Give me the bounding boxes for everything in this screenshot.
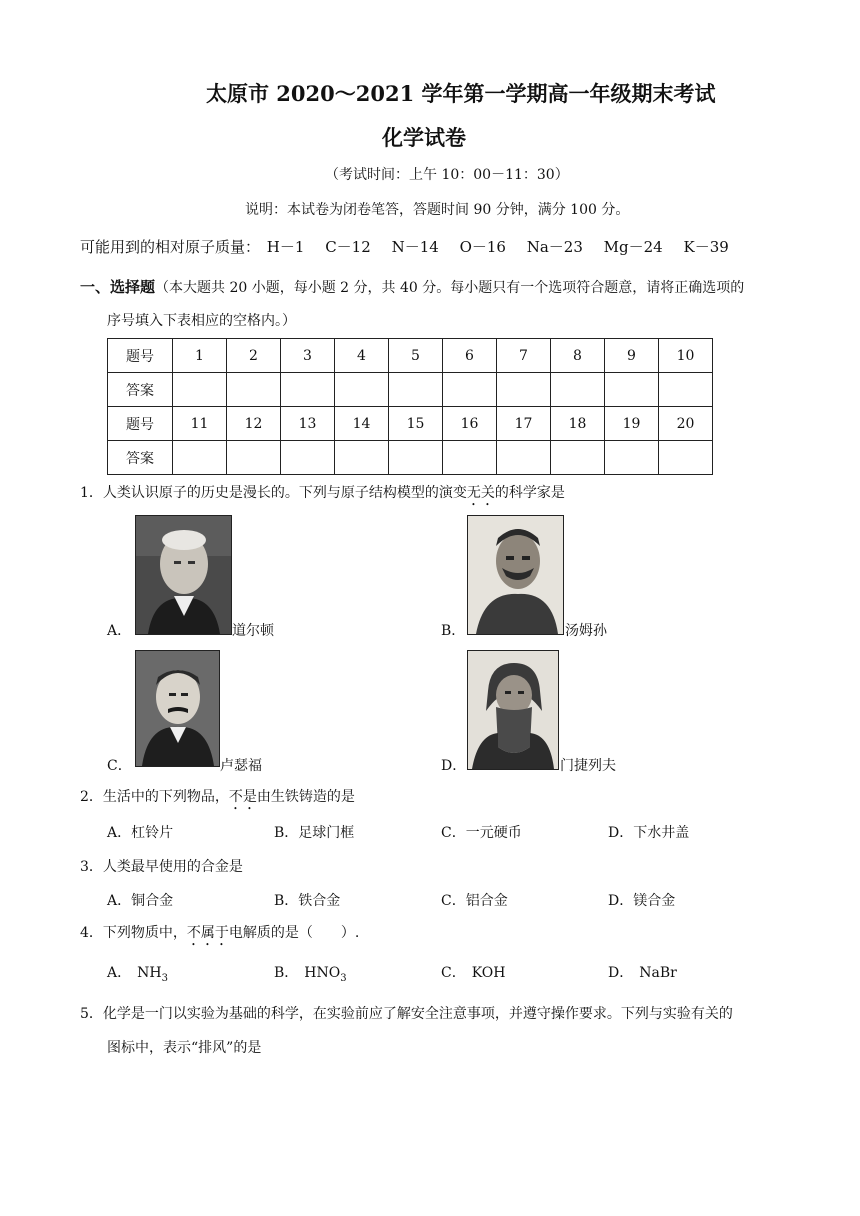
exam-time: （考试时间：上午 10：00－11：30） <box>325 167 569 183</box>
answer-cell[interactable] <box>497 441 551 475</box>
question-number-cell: 11 <box>173 407 227 441</box>
table-row <box>108 407 713 441</box>
question-number-cell: 19 <box>605 407 659 441</box>
q1-option-d-letter: D． <box>441 758 467 774</box>
q2-option-d[interactable]: D．下水井盖 <box>608 825 690 841</box>
question-4-stem-b: 电解质的是（ ）. <box>228 925 360 941</box>
answer-cell[interactable] <box>335 373 389 407</box>
section-instruction-line1: （本大题共 20 小题，每小题 2 分，共 40 分。每小题只有一个选项符合题意，请将正确选项的 <box>155 280 745 296</box>
answer-cell[interactable] <box>605 373 659 407</box>
section-heading: 一、选择题 <box>80 278 156 296</box>
question-2-emphasis: 不是 <box>228 789 257 805</box>
portrait-dalton-image <box>136 516 231 634</box>
question-number-cell: 8 <box>551 339 605 373</box>
table-header-cell: 题号 <box>108 407 173 441</box>
q1-option-a-letter: A． <box>107 623 132 639</box>
question-1-stem-b: 的科学家是 <box>494 485 565 501</box>
table-header-cell: 题号 <box>108 339 173 373</box>
atomic-mass-na: Na－23 <box>526 238 583 256</box>
q4-option-b-letter: B． <box>274 965 299 981</box>
answer-cell[interactable] <box>335 441 389 475</box>
atomic-mass-k: K－39 <box>683 238 729 256</box>
answer-cell[interactable] <box>551 441 605 475</box>
question-2-stem-a: 2．生活中的下列物品， <box>80 789 229 805</box>
q4-option-c-letter: C． <box>441 965 466 981</box>
q1-option-b-letter: B． <box>441 623 466 639</box>
question-number-cell: 5 <box>389 339 443 373</box>
q2-option-a[interactable]: A．杠铃片 <box>107 825 174 841</box>
question-number-cell: 2 <box>227 339 281 373</box>
atomic-mass-o: O－16 <box>459 238 506 256</box>
q4-option-c[interactable] <box>441 962 506 982</box>
table-row <box>108 441 713 475</box>
question-number-cell: 6 <box>443 339 497 373</box>
q3-option-b[interactable]: B．铁合金 <box>274 893 341 909</box>
answer-cell[interactable] <box>497 373 551 407</box>
question-2-stem-b: 由生铁铸造的是 <box>256 789 355 805</box>
section-instruction <box>80 276 744 297</box>
portrait-mendeleev[interactable] <box>467 650 559 770</box>
question-4-stem <box>80 922 359 949</box>
table-header-cell: 答案 <box>108 441 173 475</box>
question-number-cell: 12 <box>227 407 281 441</box>
atomic-mass-c: C－12 <box>325 238 371 256</box>
portrait-thomson[interactable] <box>467 515 564 635</box>
question-number-cell: 18 <box>551 407 605 441</box>
q4-option-c-formula: KOH <box>471 965 506 981</box>
answer-cell[interactable] <box>389 373 443 407</box>
answer-cell[interactable] <box>281 441 335 475</box>
question-4-emphasis: 不属于 <box>186 925 229 941</box>
exam-note: 说明：本试卷为闭卷笔答，答题时间 90 分钟，满分 100 分。 <box>245 202 630 218</box>
q1-option-a-text: 道尔顿 <box>232 623 274 639</box>
q2-option-c[interactable]: C．一元硬币 <box>441 825 522 841</box>
q1-option-b-text: 汤姆孙 <box>565 623 607 639</box>
q4-option-d-letter: D． <box>608 965 634 981</box>
question-1-stem <box>80 482 565 509</box>
atomic-mass-n: N－14 <box>391 238 439 256</box>
q4-option-a-subscript: 3 <box>161 972 168 984</box>
answer-cell[interactable] <box>173 441 227 475</box>
portrait-rutherford[interactable] <box>135 650 220 767</box>
exam-subtitle: 化学试卷 <box>382 125 466 150</box>
table-row <box>108 339 713 373</box>
question-number-cell: 7 <box>497 339 551 373</box>
question-number-cell: 4 <box>335 339 389 373</box>
question-number-cell: 15 <box>389 407 443 441</box>
answer-cell[interactable] <box>227 373 281 407</box>
question-1-stem-a: 1．人类认识原子的历史是漫长的。下列与原子结构模型的演变 <box>80 485 467 501</box>
question-2-stem <box>80 786 355 813</box>
q1-option-d-text: 门捷列夫 <box>560 758 616 774</box>
table-row <box>108 373 713 407</box>
atomic-mass-h: H－1 <box>266 238 305 256</box>
table-header-cell: 答案 <box>108 373 173 407</box>
q3-option-c[interactable]: C．铝合金 <box>441 893 508 909</box>
answer-cell[interactable] <box>659 373 713 407</box>
question-number-cell: 16 <box>443 407 497 441</box>
question-number-cell: 13 <box>281 407 335 441</box>
q1-option-c-letter: C． <box>107 758 132 774</box>
portrait-mendeleev-image <box>468 651 558 769</box>
answer-cell[interactable] <box>227 441 281 475</box>
answer-cell[interactable] <box>443 373 497 407</box>
question-number-cell: 17 <box>497 407 551 441</box>
question-number-cell: 3 <box>281 339 335 373</box>
answer-table <box>107 338 713 475</box>
q2-option-b[interactable]: B．足球门框 <box>274 825 355 841</box>
q4-option-a-formula: NH <box>137 965 162 981</box>
q3-option-a[interactable]: A．铜合金 <box>107 893 174 909</box>
exam-title: 太原市 2020～2021 学年第一学期高一年级期末考试 <box>206 81 716 106</box>
q3-option-d[interactable]: D．镁合金 <box>608 893 676 909</box>
answer-cell[interactable] <box>173 373 227 407</box>
answer-cell[interactable] <box>659 441 713 475</box>
question-number-cell: 10 <box>659 339 713 373</box>
atomic-mass-mg: Mg－24 <box>603 238 663 256</box>
q4-option-b[interactable] <box>274 962 347 984</box>
q4-option-a[interactable] <box>107 962 168 984</box>
q1-option-c-text: 卢瑟福 <box>220 758 262 774</box>
atomic-mass-label: 可能用到的相对原子质量： <box>80 238 261 256</box>
answer-cell[interactable] <box>551 373 605 407</box>
question-number-cell: 14 <box>335 407 389 441</box>
q4-option-a-letter: A． <box>107 965 132 981</box>
portrait-thomson-image <box>468 516 563 634</box>
answer-cell[interactable] <box>605 441 659 475</box>
q4-option-d[interactable] <box>608 962 677 982</box>
q4-option-b-formula: HNO <box>304 965 341 981</box>
question-5-stem-line2: 图标中，表示“排风”的是 <box>107 1040 262 1056</box>
q4-option-d-formula: NaBr <box>639 965 677 981</box>
question-5-stem-line1: 5．化学是一门以实验为基础的科学，在实验前应了解安全注意事项，并遵守操作要求。下列与实验有关的 <box>80 1006 733 1022</box>
q4-option-b-subscript: 3 <box>340 972 347 984</box>
answer-cell[interactable] <box>281 373 335 407</box>
question-number-cell: 1 <box>173 339 227 373</box>
atomic-mass-line <box>80 236 729 257</box>
portrait-rutherford-image <box>136 651 219 766</box>
question-3-stem: 3．人类最早使用的合金是 <box>80 859 243 875</box>
question-number-cell: 20 <box>659 407 713 441</box>
question-4-stem-a: 4．下列物质中， <box>80 925 187 941</box>
portrait-dalton[interactable] <box>135 515 232 635</box>
question-number-cell: 9 <box>605 339 659 373</box>
question-1-emphasis: 无关 <box>466 485 495 501</box>
answer-cell[interactable] <box>443 441 497 475</box>
section-instruction-line2: 序号填入下表相应的空格内。） <box>107 313 296 329</box>
answer-cell[interactable] <box>389 441 443 475</box>
